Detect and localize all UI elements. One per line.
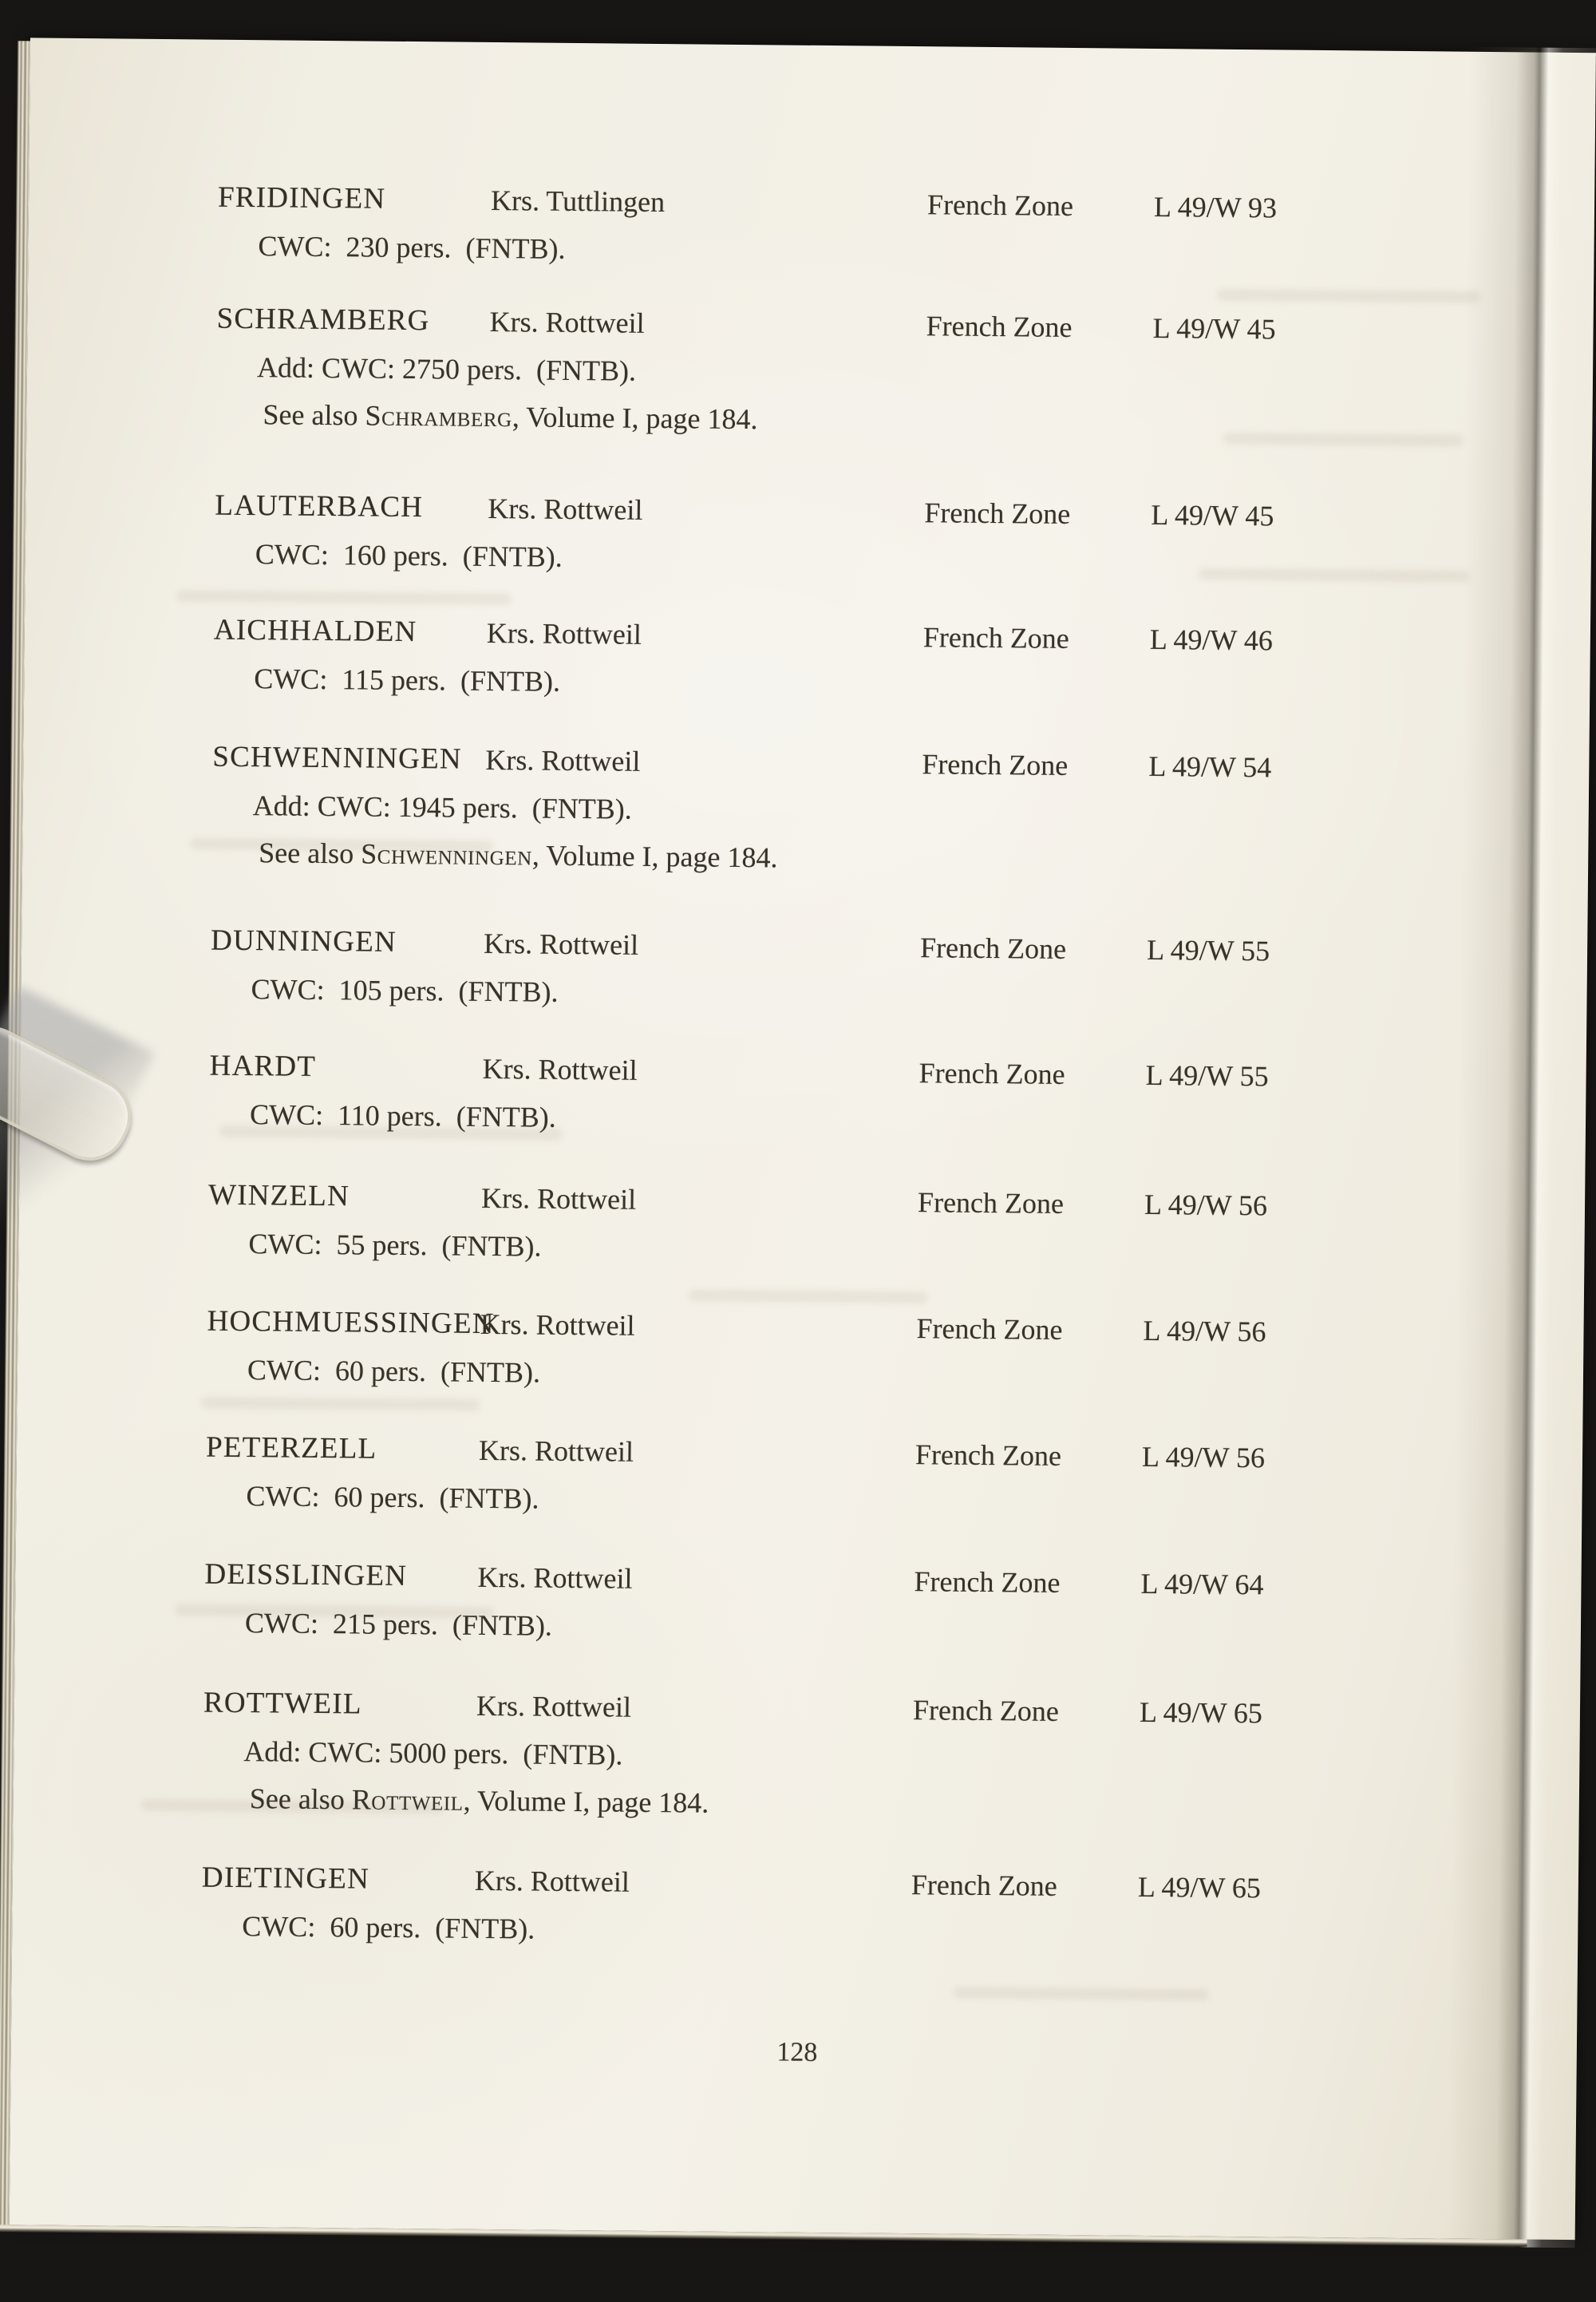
town-name: HOCHMUESSINGEN xyxy=(207,1304,495,1341)
gazetteer-entry xyxy=(16,1555,1582,1642)
district-kreis: Krs. Rottweil xyxy=(478,1434,634,1468)
cwc-line: CWC: 55 pers. (FNTB). xyxy=(248,1228,542,1263)
see-also-rest: , Volume I, page 184. xyxy=(463,1784,709,1819)
see-also-prefix: See also xyxy=(263,398,365,432)
cwc-line: CWC: 60 pers. (FNTB). xyxy=(242,1910,535,1945)
gazetteer-entry xyxy=(13,1858,1578,1945)
cwc-line: CWC: 60 pers. (FNTB). xyxy=(247,1354,541,1389)
see-also-town: Schramberg xyxy=(365,399,513,433)
district-kreis: Krs. Rottweil xyxy=(489,305,645,339)
district-kreis: Krs. Rottweil xyxy=(488,492,643,526)
map-grid-reference: L 49/W 65 xyxy=(1139,1695,1263,1730)
see-also-rest: , Volume I, page 184. xyxy=(512,401,758,436)
bleed-through-mark xyxy=(689,1289,928,1303)
see-also-line xyxy=(259,836,778,874)
occupation-zone: French Zone xyxy=(914,1565,1061,1599)
see-also-town: Rottweil xyxy=(351,1783,464,1817)
see-also-rest: , Volume I, page 184. xyxy=(531,839,778,874)
district-kreis: Krs. Rottweil xyxy=(480,1181,637,1216)
cwc-line: CWC: 110 pers. (FNTB). xyxy=(249,1098,556,1133)
map-grid-reference: L 49/W 54 xyxy=(1148,750,1272,784)
town-name: FRIDINGEN xyxy=(217,180,386,216)
gazetteer-entry xyxy=(21,1046,1586,1133)
gazetteer-entry xyxy=(24,738,1590,874)
occupation-zone: French Zone xyxy=(918,1057,1065,1090)
book-gutter-fold xyxy=(1448,47,1596,2248)
town-name: PETERZELL xyxy=(205,1430,377,1465)
town-name: ROTTWEIL xyxy=(203,1686,362,1721)
occupation-zone: French Zone xyxy=(922,621,1069,655)
bleed-through-mark xyxy=(1217,289,1480,303)
occupation-zone: French Zone xyxy=(917,1186,1065,1220)
gazetteer-entry xyxy=(25,611,1590,698)
gazetteer-entry xyxy=(14,1683,1580,1819)
occupation-zone: French Zone xyxy=(911,1869,1057,1902)
district-kreis: Krs. Tuttlingen xyxy=(490,184,666,219)
district-kreis: Krs. Rottweil xyxy=(486,616,642,651)
cwc-line: CWC: 160 pers. (FNTB). xyxy=(255,538,563,573)
map-grid-reference: L 49/W 55 xyxy=(1146,933,1270,967)
district-kreis: Krs. Rottweil xyxy=(482,1052,638,1086)
occupation-zone: French Zone xyxy=(919,931,1067,965)
district-kreis: Krs. Rottweil xyxy=(480,1307,635,1342)
town-name: AICHHALDEN xyxy=(213,613,417,649)
bleed-through-mark xyxy=(953,1987,1208,2001)
cwc-line: Add: CWC: 2750 pers. (FNTB). xyxy=(256,351,637,387)
occupation-zone: French Zone xyxy=(924,496,1071,530)
see-also-line xyxy=(250,1782,709,1820)
gazetteer-entry xyxy=(26,486,1592,573)
cwc-line: CWC: 115 pers. (FNTB). xyxy=(254,663,561,698)
gazetteer-entry xyxy=(17,1428,1582,1515)
bleed-through-mark xyxy=(1223,433,1463,447)
page-number: 128 xyxy=(776,2037,818,2068)
cwc-line: CWC: 105 pers. (FNTB). xyxy=(251,973,559,1008)
bleed-through-mark xyxy=(201,1397,480,1411)
map-grid-reference: L 49/W 64 xyxy=(1140,1567,1264,1601)
town-name: HARDT xyxy=(209,1049,317,1083)
district-kreis: Krs. Rottweil xyxy=(485,743,641,777)
map-grid-reference: L 49/W 93 xyxy=(1153,190,1278,224)
see-also-prefix: See also xyxy=(249,1782,352,1816)
town-name: SCHRAMBERG xyxy=(216,302,430,338)
cwc-line: Add: CWC: 5000 pers. (FNTB). xyxy=(243,1735,623,1771)
town-name: WINZELN xyxy=(207,1178,350,1213)
map-grid-reference: L 49/W 55 xyxy=(1145,1058,1269,1093)
map-grid-reference: L 49/W 56 xyxy=(1144,1188,1268,1222)
bleed-through-mark xyxy=(176,590,512,605)
occupation-zone: French Zone xyxy=(926,310,1073,343)
bleed-through-mark xyxy=(1199,568,1470,583)
cwc-line: CWC: 60 pers. (FNTB). xyxy=(246,1480,539,1515)
map-grid-reference: L 49/W 45 xyxy=(1151,498,1274,532)
map-grid-reference: L 49/W 45 xyxy=(1152,311,1276,346)
book-page xyxy=(10,38,1596,2240)
gazetteer-entry xyxy=(29,178,1594,265)
occupation-zone: French Zone xyxy=(926,188,1074,222)
cwc-line: CWC: 215 pers. (FNTB). xyxy=(244,1607,553,1642)
district-kreis: Krs. Rottweil xyxy=(474,1864,630,1898)
occupation-zone: French Zone xyxy=(912,1694,1060,1727)
gazetteer-entry xyxy=(18,1302,1584,1389)
gazetteer-entry xyxy=(19,1176,1585,1263)
district-kreis: Krs. Rottweil xyxy=(483,927,639,961)
gazetteer-entry xyxy=(22,921,1587,1008)
cwc-line: Add: CWC: 1945 pers. (FNTB). xyxy=(252,789,632,825)
district-kreis: Krs. Rottweil xyxy=(476,1689,632,1723)
occupation-zone: French Zone xyxy=(915,1438,1062,1472)
see-also-town: Schwenningen xyxy=(360,837,533,872)
cwc-line: CWC: 230 pers. (FNTB). xyxy=(258,230,566,265)
map-grid-reference: L 49/W 56 xyxy=(1143,1314,1266,1348)
town-name: DUNNINGEN xyxy=(210,924,397,959)
district-kreis: Krs. Rottweil xyxy=(477,1560,633,1595)
see-also-line xyxy=(263,398,757,436)
see-also-prefix: See also xyxy=(259,837,361,870)
town-name: DEISSLINGEN xyxy=(204,1557,408,1593)
occupation-zone: French Zone xyxy=(922,748,1069,781)
map-grid-reference: L 49/W 56 xyxy=(1141,1440,1266,1474)
map-grid-reference: L 49/W 65 xyxy=(1137,1870,1262,1904)
map-grid-reference: L 49/W 46 xyxy=(1149,623,1274,657)
town-name: DIETINGEN xyxy=(201,1861,370,1896)
gazetteer-entry-list xyxy=(30,38,1596,1945)
town-name: SCHWENNINGEN xyxy=(212,740,462,776)
occupation-zone: French Zone xyxy=(916,1312,1063,1346)
town-name: LAUTERBACH xyxy=(215,488,424,524)
